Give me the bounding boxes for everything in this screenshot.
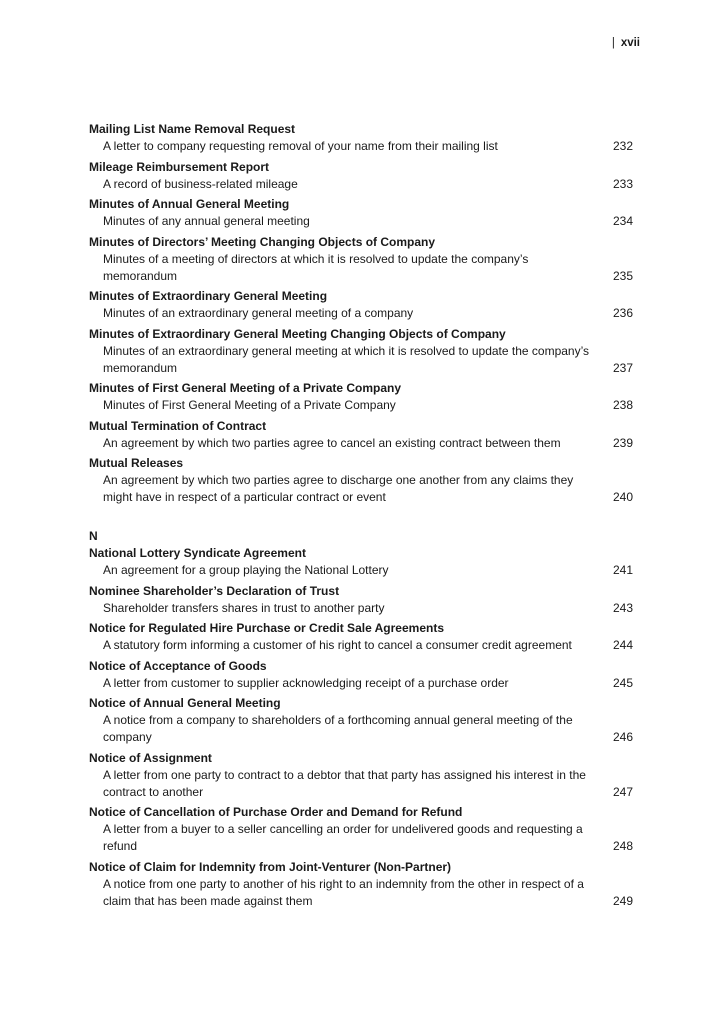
entry-page-number: 247: [612, 784, 633, 799]
entry-row: [89, 712, 633, 746]
toc-entry: [89, 620, 633, 654]
entry-title: Mailing List Name Removal Request: [89, 122, 296, 136]
entry-title: Minutes of First General Meeting of a Private Company: [89, 381, 402, 395]
entry-page-number: 243: [612, 600, 633, 615]
entry-title: Notice of Annual General Meeting: [89, 696, 281, 710]
entry-page-number: 235: [612, 268, 633, 283]
entry-page-number: 233: [612, 176, 633, 191]
toc-entry: [89, 804, 633, 855]
entry-title: Notice of Acceptance of Goods: [89, 658, 267, 673]
entry-page-number: 249: [612, 893, 633, 908]
entry-description: An agreement by which two parties agree to discharge one another from any claims they might have in respect of a particular contract or event: [103, 473, 574, 504]
entry-row: [89, 251, 633, 285]
entry-page-number: 239: [612, 435, 633, 450]
entry-page-number: 240: [612, 490, 633, 504]
entry-description: A letter from a buyer to a seller cancelling an order for undelivered goods and requesting a refund: [103, 822, 583, 853]
entry-title: Notice of Claim for Indemnity from Joint-Venturer (Non-Partner): [89, 859, 452, 874]
toc-entry: [89, 234, 633, 285]
entry-row: [89, 767, 633, 801]
entry-description: A notice from one party to another of his right to an indemnity from the other in respect of a claim that has been made against them: [103, 876, 584, 908]
entry-title: Mileage Reimbursement Report: [89, 159, 270, 174]
entry-description: A letter from one party to contract to a debtor that that party has assigned his interest in the contract to another: [103, 767, 586, 799]
entry-row: [89, 600, 633, 617]
page-number-separator: |: [611, 37, 615, 49]
entry-description: Minutes of an extraordinary general meeting at which it is resolved to update the company’s memorandum: [103, 343, 590, 375]
entry-row: [89, 876, 633, 910]
entry-description: A letter from customer to supplier acknowledging receipt of a purchase order: [103, 675, 509, 690]
toc-section: [89, 528, 633, 910]
entry-title: Mutual Releases: [89, 456, 184, 470]
entry-page-number: 241: [612, 563, 633, 577]
entry-title: Minutes of Annual General Meeting: [89, 197, 290, 211]
toc-entry: [89, 750, 633, 801]
entry-page-number: 238: [612, 398, 633, 412]
entry-row: [89, 213, 633, 230]
entry-description: A letter to company requesting removal of your name from their mailing list: [103, 139, 498, 153]
entry-row: [89, 675, 633, 692]
entry-page-number: 236: [612, 306, 633, 320]
entry-row: [89, 435, 633, 452]
entry-title: Minutes of Directors’ Meeting Changing Objects of Company: [89, 234, 436, 249]
entry-row: [89, 305, 633, 322]
entry-row: [89, 176, 633, 193]
entry-page-number: 237: [612, 360, 633, 375]
entry-row: [89, 138, 633, 155]
toc-section: [89, 121, 633, 506]
entry-page-number: 244: [612, 638, 633, 652]
entry-description: An agreement for a group playing the National Lottery: [103, 563, 389, 577]
entry-page-number: 246: [612, 730, 633, 744]
entry-row: [89, 472, 633, 506]
entry-description: A record of business-related mileage: [103, 176, 298, 191]
toc-entry: [89, 159, 633, 193]
toc-entry: [89, 380, 633, 414]
toc-entry: [89, 326, 633, 377]
entry-description: Shareholder transfers shares in trust to another party: [103, 600, 385, 615]
toc-entry: [89, 545, 633, 579]
entry-description: A notice from a company to shareholders of a forthcoming annual general meeting of the company: [103, 713, 573, 744]
section-letter: N: [89, 529, 98, 543]
entry-title: National Lottery Syndicate Agreement: [89, 546, 306, 560]
entry-row: [89, 821, 633, 855]
toc-entry: [89, 583, 633, 617]
entry-description: A statutory form informing a customer of his right to cancel a consumer credit agreement: [103, 638, 572, 652]
toc-entry: [89, 859, 633, 910]
page-number: [612, 37, 640, 49]
entry-title: Notice of Cancellation of Purchase Order and Demand for Refund: [89, 805, 463, 819]
entry-description: Minutes of a meeting of directors at which it is resolved to update the company’s memorandum: [103, 251, 529, 283]
entry-page-number: 234: [612, 214, 633, 228]
entry-title: Notice for Regulated Hire Purchase or Credit Sale Agreements: [89, 621, 444, 635]
entry-page-number: 245: [612, 675, 633, 690]
entry-description: Minutes of First General Meeting of a Private Company: [103, 398, 396, 412]
entry-description: An agreement by which two parties agree to cancel an existing contract between them: [103, 435, 561, 450]
entry-row: [89, 397, 633, 414]
entry-page-number: 248: [612, 839, 633, 853]
page-number-label: xvii: [620, 37, 640, 49]
entry-title: Notice of Assignment: [89, 750, 212, 765]
entry-title: Minutes of Extraordinary General Meeting: [89, 289, 328, 303]
entry-description: Minutes of any annual general meeting: [103, 214, 310, 228]
toc-entry: [89, 196, 633, 230]
toc-entry: [89, 418, 633, 452]
entry-row: [89, 343, 633, 377]
toc-entry: [89, 695, 633, 746]
entry-title: Mutual Termination of Contract: [89, 418, 267, 433]
entry-row: [89, 562, 633, 579]
entry-page-number: 232: [612, 139, 633, 153]
entry-row: [89, 637, 633, 654]
entry-title: Nominee Shareholder’s Declaration of Trust: [89, 583, 340, 598]
toc-entry: [89, 658, 633, 692]
toc-entry: [89, 288, 633, 322]
toc-entry: [89, 455, 633, 506]
entry-title: Minutes of Extraordinary General Meeting Changing Objects of Company: [89, 326, 506, 341]
table-of-contents: [89, 121, 633, 913]
entry-description: Minutes of an extraordinary general meeting of a company: [103, 306, 414, 320]
toc-entry: [89, 121, 633, 155]
